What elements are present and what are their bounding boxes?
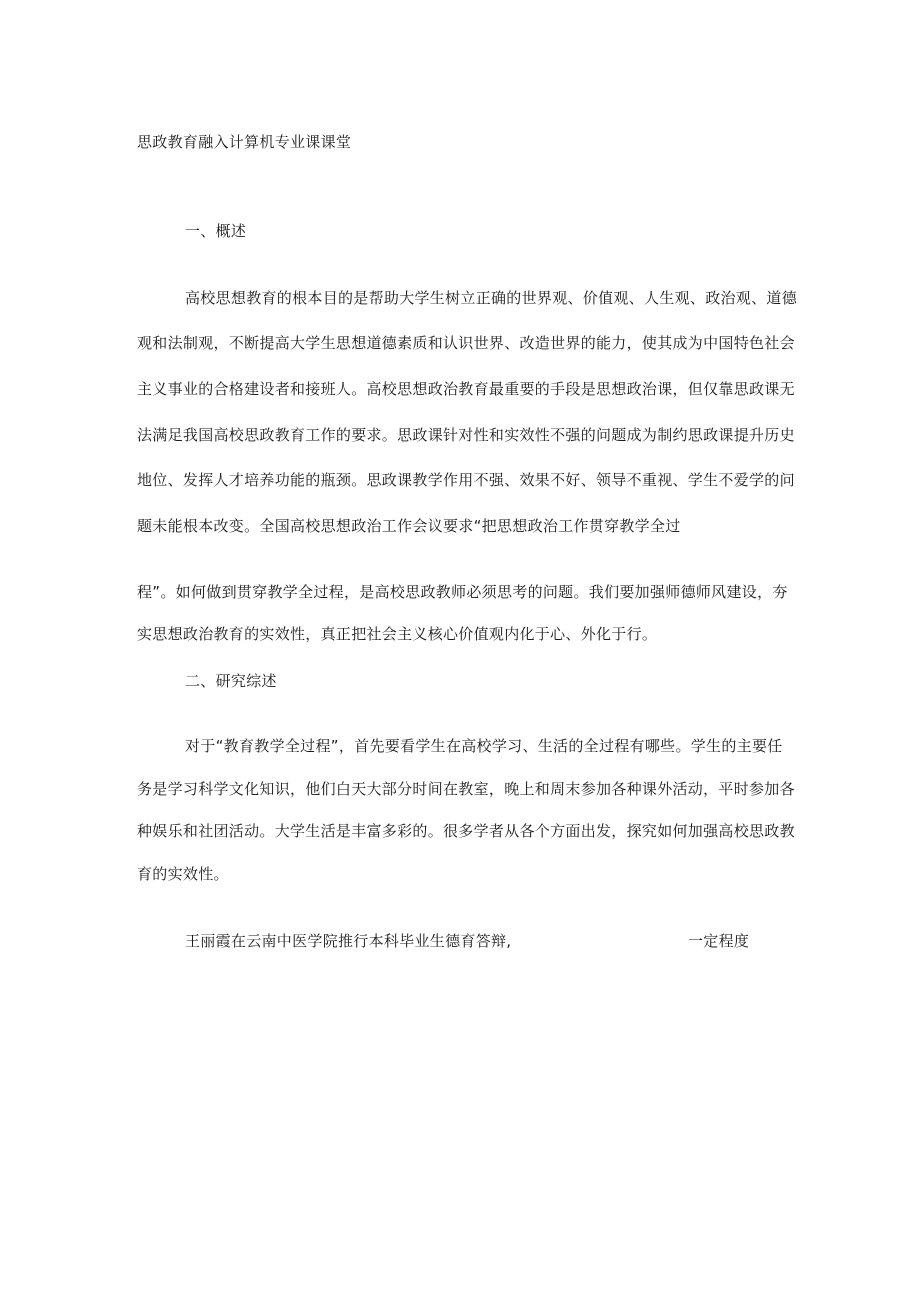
paragraph-line: 对于“教育教学全过程”，首先要看学生在高校学习、生活的全过程有哪些。学生的主要任 [185, 737, 783, 755]
paragraph-line: 观和法制观，不断提高大学生思想道德素质和认识世界、改造世界的能力，使其成为中国特色社会 [137, 334, 795, 352]
paragraph-line-fragment: 一定程度 [688, 932, 750, 950]
paragraph-line: 实思想政治教育的实效性，真正把社会主义核心价值观内化于心、外化于行。 [137, 625, 658, 643]
paragraph-line: 程”。如何做到贯穿教学全过程，是高校思政教师必须思考的问题。我们要加强师德师风建设，夯 [137, 583, 788, 601]
paragraph-line: 地位、发挥人才培养功能的瓶颈。思政课教学作用不强、效果不好、领导不重视、学生不爱学的问 [137, 471, 795, 489]
section-heading-review: 二、研究综述 [185, 672, 277, 690]
paragraph-line: 务是学习科学文化知识，他们白天大部分时间在教室，晚上和周末参加各种课外活动，平时参加各 [137, 780, 795, 798]
paragraph-line: 种娱乐和社团活动。大学生活是丰富多彩的。很多学者从各个方面出发，探究如何加强高校思政教 [137, 822, 795, 840]
section-heading-overview: 一、概述 [185, 222, 247, 240]
paragraph-line: 高校思想教育的根本目的是帮助大学生树立正确的世界观、价值观、人生观、政治观、道德 [185, 289, 798, 307]
paragraph-line: 育的实效性。 [137, 865, 229, 883]
paragraph-line: 题未能根本改变。全国高校思想政治工作会议要求“把思想政治工作贯穿教学全过 [137, 517, 681, 535]
paragraph-line: 法满足我国高校思政教育工作的要求。思政课针对性和实效性不强的问题成为制约思政课提升历史 [137, 426, 795, 444]
paragraph-line: 主义事业的合格建设者和接班人。高校思想政治教育最重要的手段是思想政治课，但仅靠思政课无 [137, 380, 795, 398]
document-title: 思政教育融入计算机专业课课堂 [137, 133, 352, 151]
paragraph-line-partial: 王丽霞在云南中医学院推行本科毕业生德育答辩, [185, 932, 512, 950]
